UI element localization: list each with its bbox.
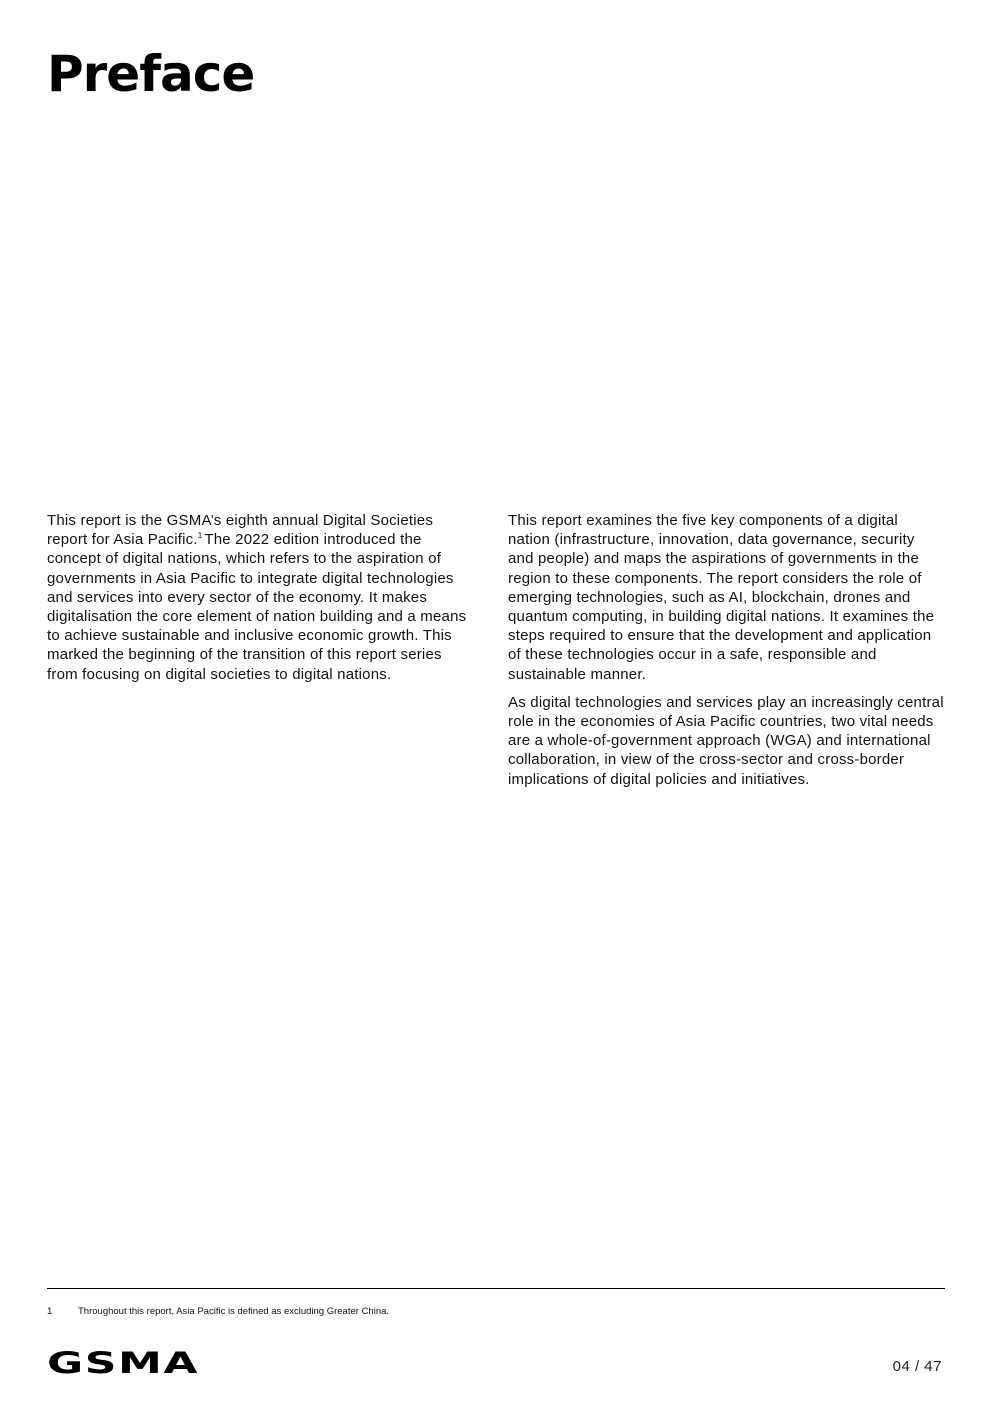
right-paragraph-1: This report examines the five key components of a digital nation (infrastructure, innovation, data governance, security and people) and maps the aspirations of governments in the region to these components. The report considers the role of emerging technologies, such as AI, blockchain, drones and quantum computing, in building digital nations. It examines the steps required to ensure that the development and application of these technologies occur in a safe, responsible and sustainable manner.: [508, 512, 935, 683]
footnote-divider: [47, 1288, 945, 1289]
footnote: [47, 1306, 389, 1318]
footnote-text: Throughout this report, Asia Pacific is defined as excluding Greater China.: [78, 1306, 390, 1317]
page-title: Preface: [47, 45, 255, 103]
footnote-reference[interactable]: 1: [197, 531, 203, 541]
right-paragraph-2: As digital technologies and services play an increasingly central role in the economies of Asia Pacific countries, two vital needs are a whole-of-government approach (WGA) and international collaboration, in view of the cross-sector and cross-border implications of digital policies and initiatives.: [508, 693, 944, 788]
left-paragraph-1-text-a: This report is the GSMA’s eighth annual Digital Societies report for Asia Pacific.: [47, 512, 434, 549]
right-column: [508, 511, 944, 798]
left-column: [47, 511, 475, 693]
footnote-number: 1: [47, 1306, 53, 1317]
left-paragraph-1: [47, 511, 475, 684]
left-paragraph-1-text-b: The 2022 edition introduced the concept of digital nations, which refers to the aspiration of governments in Asia Pacific to integrate digital technologies and services into every sector of the economy. It makes digitalisation the core element of nation building and a means to achieve sustainable and inclusive economic growth. This marked the beginning of the transition of this report series from focusing on digital societies to digital nations.: [47, 531, 467, 683]
gsma-logo-icon: [47, 1349, 199, 1380]
page-number: 04 / 47: [892, 1358, 942, 1375]
gsma-logo-text: GSMA: [47, 1349, 199, 1375]
